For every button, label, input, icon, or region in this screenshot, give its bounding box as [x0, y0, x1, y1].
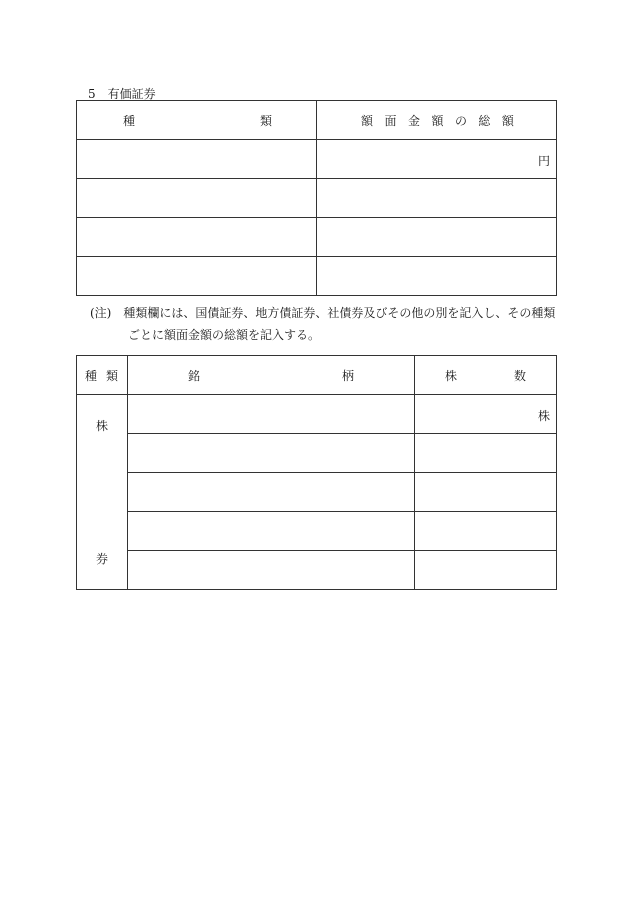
note-line-1: 種類欄には、国債証券、地方債証券、社債券及びその他の別を記入し、その種類	[123, 306, 556, 320]
kind-char-top: 株	[95, 419, 108, 433]
table-row	[77, 140, 557, 179]
stock-table	[76, 355, 557, 590]
yen-unit: 円	[537, 154, 550, 168]
kind-header	[77, 356, 128, 395]
kind-cell[interactable]	[77, 218, 317, 257]
header-char: 総	[478, 113, 491, 128]
brand-cell[interactable]	[128, 434, 415, 473]
header-char: 類	[259, 113, 272, 128]
section-number: 5	[88, 87, 96, 101]
shares-cell[interactable]	[415, 512, 557, 551]
header-char: 額	[431, 113, 444, 128]
shares-unit: 株	[537, 409, 550, 423]
header-char: 金	[407, 113, 420, 128]
table-header-row	[77, 101, 557, 140]
table-row	[77, 179, 557, 218]
kind-cell[interactable]	[77, 257, 317, 296]
kind-char-bottom: 券	[95, 552, 108, 566]
amount-cell[interactable]	[317, 179, 557, 218]
table-row	[77, 434, 557, 473]
header-char: 額	[501, 113, 514, 128]
table-row	[77, 551, 557, 590]
securities-table	[76, 100, 557, 296]
header-char: 額	[361, 113, 374, 128]
brand-cell[interactable]	[128, 395, 415, 434]
stock-kind-cell	[77, 395, 128, 590]
header-char: 株	[445, 368, 458, 383]
amount-header	[317, 101, 557, 140]
footnote	[90, 302, 560, 346]
table-row	[77, 512, 557, 551]
brand-cell[interactable]	[128, 512, 415, 551]
kind-header	[77, 101, 317, 140]
table-row	[77, 395, 557, 434]
table-row	[77, 257, 557, 296]
header-char: 種	[123, 113, 136, 128]
shares-cell[interactable]	[415, 395, 557, 434]
brand-header	[128, 356, 415, 395]
note-line-2: ごとに額面金額の総額を記入する。	[128, 328, 321, 342]
note-label: (注)	[90, 306, 112, 320]
shares-cell[interactable]	[415, 473, 557, 512]
brand-cell[interactable]	[128, 551, 415, 590]
table-header-row	[77, 356, 557, 395]
header-char: 銘	[188, 368, 201, 383]
header-char: の	[454, 113, 467, 128]
amount-cell[interactable]	[317, 140, 557, 179]
kind-cell[interactable]	[77, 179, 317, 218]
shares-cell[interactable]	[415, 434, 557, 473]
table-row	[77, 473, 557, 512]
shares-cell[interactable]	[415, 551, 557, 590]
header-char: 種	[85, 368, 98, 383]
brand-cell[interactable]	[128, 473, 415, 512]
shares-header	[415, 356, 557, 395]
header-char: 柄	[341, 368, 354, 383]
header-char: 類	[105, 368, 118, 383]
header-char: 面	[384, 113, 397, 128]
section-label: 有価証券	[107, 87, 156, 101]
table-row	[77, 218, 557, 257]
kind-cell[interactable]	[77, 140, 317, 179]
amount-cell[interactable]	[317, 218, 557, 257]
amount-cell[interactable]	[317, 257, 557, 296]
header-char: 数	[513, 368, 526, 383]
